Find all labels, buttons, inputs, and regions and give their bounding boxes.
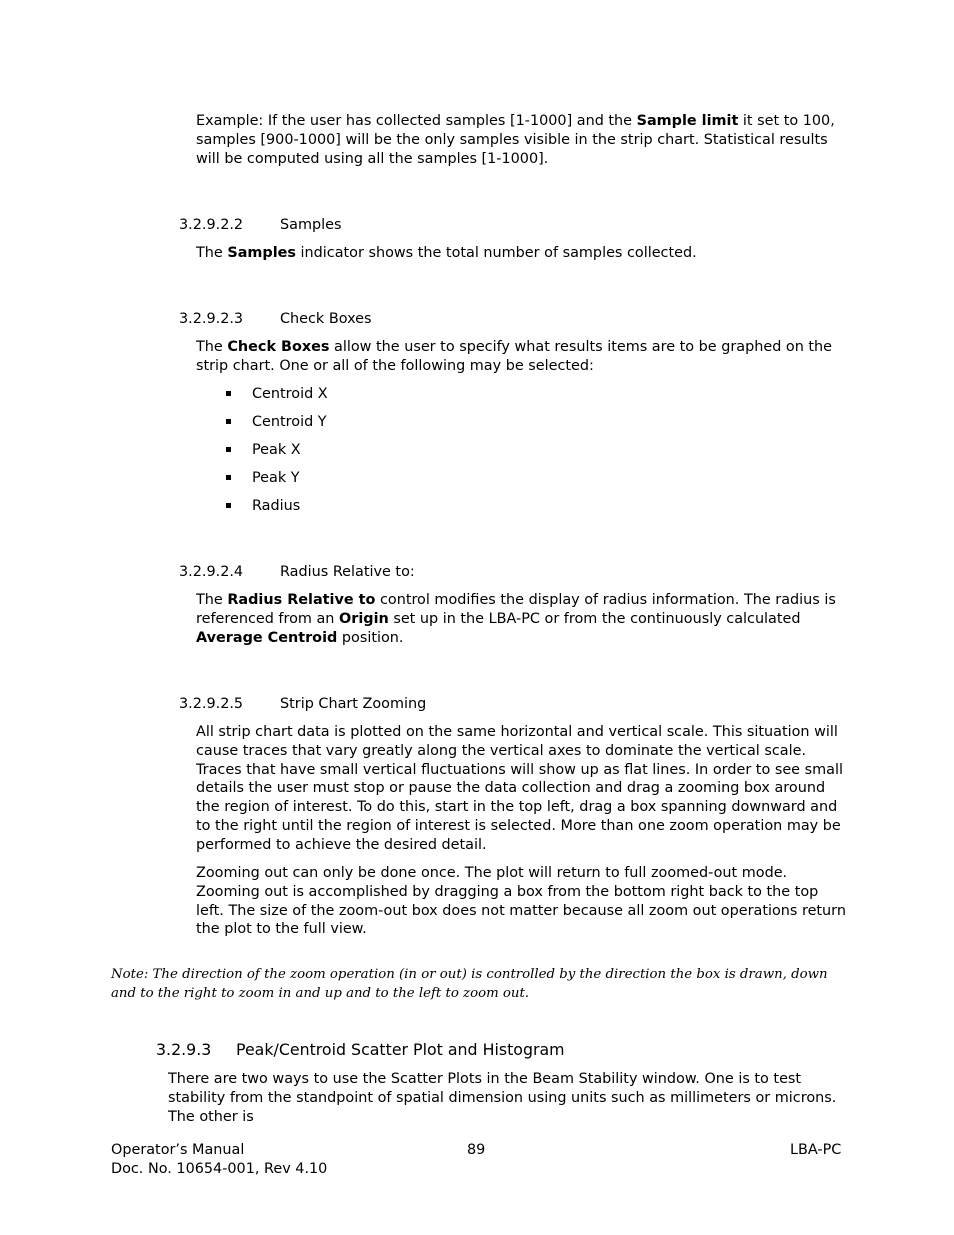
section-number: 3.2.9.3	[156, 1040, 212, 1059]
note-text: Note: The direction of the zoom operation (in or out) is controlled by the direction the box is drawn, down and to the right to zoom in and up and to the left to zoom out.	[111, 967, 828, 1001]
footer-product: LBA-PC	[790, 1142, 842, 1158]
section-number: 3.2.9.2.4	[179, 564, 244, 580]
section-title: Check Boxes	[280, 311, 372, 327]
zooming-paragraph-1: All strip chart data is plotted on the same horizontal and vertical scale. This situation will cause traces that vary greatly along the vertical axes to dominate the vertical scale. Traces that have small vertical fluctuations will show up as flat lines. In order to see small details the user must stop or pause the data collection and drag a zooming box around the region of interest. To do this, start in the top left, drag a box spanning downward and to the right until the region of interest is selected. More than one zoom operation may be performed to achieve the desired detail.	[196, 724, 843, 853]
section-title: Samples	[280, 217, 342, 233]
section-number: 3.2.9.2.3	[179, 311, 244, 327]
list-item: Radius	[226, 497, 328, 525]
page-number: 89	[467, 1142, 486, 1158]
bullet-icon	[226, 419, 231, 424]
section-number: 3.2.9.2.5	[179, 696, 244, 712]
section-title: Strip Chart Zooming	[280, 696, 427, 712]
footer-manual: Operator’s Manual	[111, 1142, 245, 1158]
section-title: Peak/Centroid Scatter Plot and Histogram	[236, 1040, 565, 1059]
samples-paragraph: The Samples indicator shows the total number of samples collected.	[196, 245, 697, 261]
section-number: 3.2.9.2.2	[179, 217, 244, 233]
bullet-icon	[226, 503, 231, 508]
section-heading-check-boxes	[179, 310, 372, 329]
footer-left	[111, 1141, 327, 1179]
bullet-icon	[226, 447, 231, 452]
check-box-list	[226, 385, 328, 525]
section-title: Radius Relative to:	[280, 564, 415, 580]
footer-doc-number: Doc. No. 10654-001, Rev 4.10	[111, 1160, 328, 1177]
bullet-icon	[226, 391, 231, 396]
example-paragraph: Example: If the user has collected samples [1-1000] and the Sample limit it set to 100, samples [900-1000] will be the only samples visible in the strip chart. Statistical results will be computed using all the samples [1-1000].	[196, 113, 835, 167]
list-item: Peak Y	[226, 469, 328, 497]
check-boxes-paragraph: The Check Boxes allow the user to specify what results items are to be graphed on the strip chart. One or all of the following may be selected:	[196, 339, 833, 374]
section-heading-scatter	[156, 1040, 565, 1060]
bullet-icon	[226, 475, 231, 480]
radius-relative-paragraph: The Radius Relative to control modifies the display of radius information. The radius is referenced from an Origin set up in the LBA-PC or from the continuously calculated Average Centroid position.	[196, 592, 836, 646]
zooming-paragraph-2: Zooming out can only be done once. The plot will return to full zoomed-out mode. Zooming out is accomplished by dragging a box from the bottom right back to the top left. The size of the zoom-out box does not matter because all zoom out operations return the plot to the full view.	[196, 865, 846, 938]
list-item: Peak X	[226, 441, 328, 469]
list-item: Centroid X	[226, 385, 328, 413]
section-heading-radius-relative	[179, 563, 415, 582]
section-heading-samples	[179, 216, 341, 235]
scatter-paragraph: There are two ways to use the Scatter Plots in the Beam Stability window. One is to test stability from the standpoint of spatial dimension using units such as millimeters or microns. The other is	[168, 1071, 837, 1125]
list-item: Centroid Y	[226, 413, 328, 441]
section-heading-zooming	[179, 695, 426, 714]
